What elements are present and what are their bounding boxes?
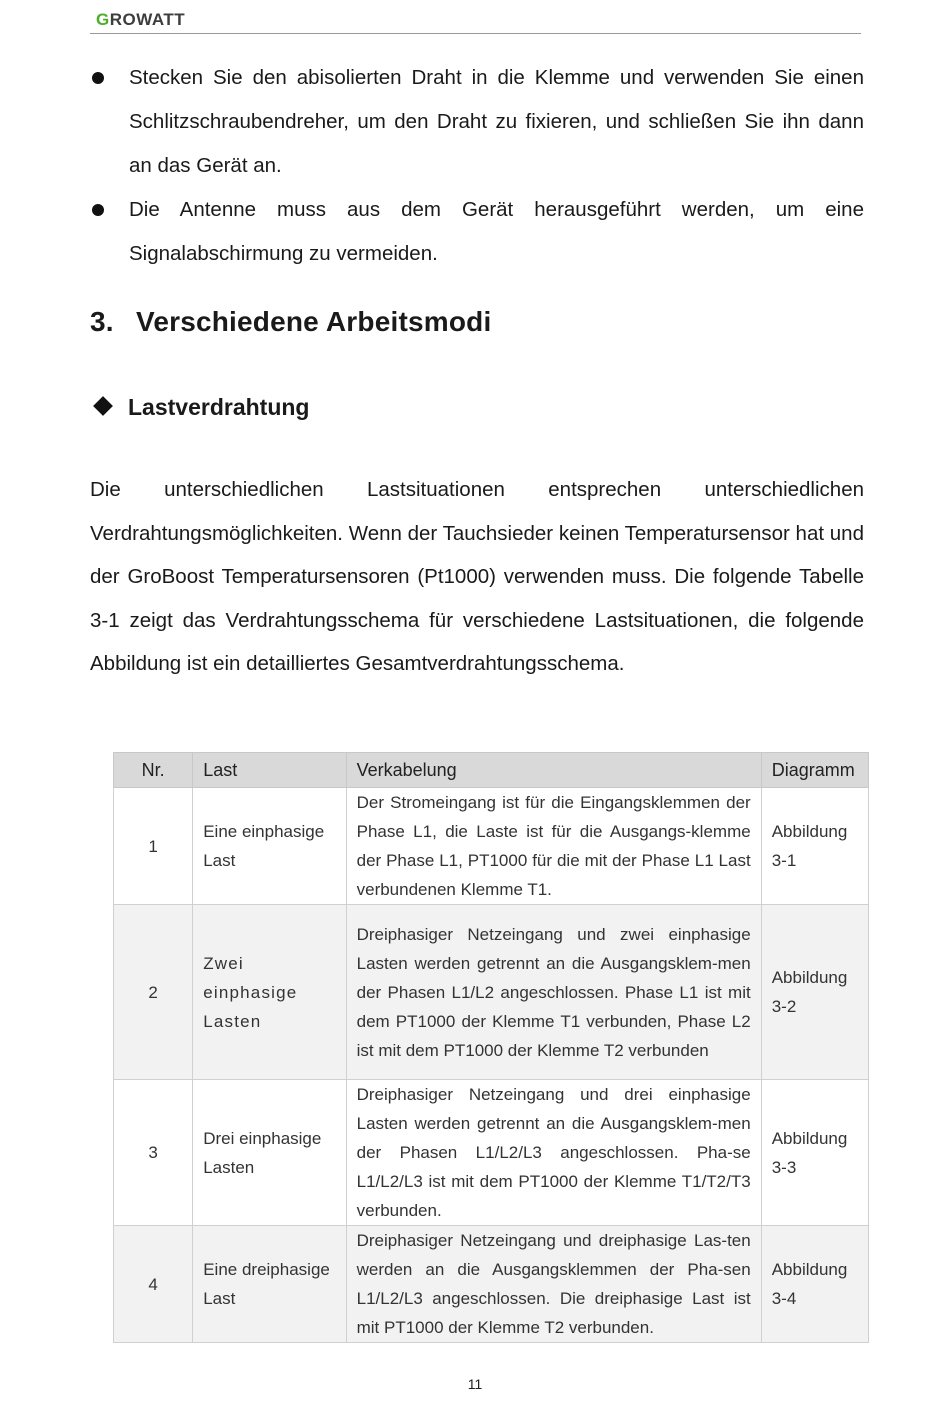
cell-nr: 2	[114, 905, 193, 1080]
table-row	[114, 1226, 869, 1343]
page-number: 11	[467, 1376, 483, 1392]
bullet-item: Stecken Sie den abisolierten Draht in die Klemme und verwenden Sie einen Schlitzschraubendreher, um den Draht zu fixieren, und schließen Sie ihn dann an das Gerät an.	[90, 56, 864, 188]
table-row	[114, 905, 869, 1080]
cell-verkabelung: Dreiphasiger Netzeingang und drei einphasige Lasten werden getrennt an die Ausgangsklem-men der Phasen L1/L2/L3 angeschlossen. Pha-se L1/L2/L3 ist mit dem PT1000 der Klemme T1/T2/T3 verbunden.	[346, 1080, 761, 1226]
table-header-row	[114, 753, 869, 788]
cell-nr: 3	[114, 1080, 193, 1226]
bullet-dot-icon	[92, 72, 104, 84]
section-title: Verschiedene Arbeitsmodi	[136, 306, 492, 337]
cell-verkabelung: Dreiphasiger Netzeingang und zwei einphasige Lasten werden getrennt an die Ausgangsklem-men der Phasen L1/L2 angeschlossen. Phase L1 ist mit dem PT1000 der Klemme T1 verbunden, Phase L2 ist mit dem PT1000 der Klemme T2 verbunden	[346, 905, 761, 1080]
cell-last: Zwei einphasige Lasten	[193, 905, 346, 1080]
bullet-item: Die Antenne muss aus dem Gerät herausgeführt werden, um eine Signalabschirmung zu vermeiden.	[90, 188, 864, 276]
body-paragraph: Die unterschiedlichen Lastsituationen entsprechen unterschiedlichen Verdrahtungsmöglichkeiten. Wenn der Tauchsieder keinen Temperatursensor hat und der GroBoost Temperatursensoren (Pt1000) verwenden muss. Die folgende Tabelle 3-1 zeigt das Verdrahtungsschema für verschiedene Lastsituationen, die folgende Abbildung ist ein detailliertes Gesamtverdrahtungsschema.	[90, 478, 864, 676]
cell-nr: 4	[114, 1226, 193, 1343]
cell-diagramm: Abbildung 3-1	[761, 788, 868, 905]
cell-verkabelung: Dreiphasiger Netzeingang und dreiphasige Las-ten werden an die Ausgangsklemmen der Pha-sen L1/L2/L3 angeschlossen. Die dreiphasige Last ist mit PT1000 der Klemme T2 verbunden.	[346, 1226, 761, 1343]
cell-verkabelung: Der Stromeingang ist für die Eingangsklemmen der Phase L1, die Laste ist für die Ausgangs-klemme der Phase L1, PT1000 für die mit der Phase L1 Last verbundenen Klemme T1.	[346, 788, 761, 905]
cell-diagramm: Abbildung 3-3	[761, 1080, 868, 1226]
cell-nr: 1	[114, 788, 193, 905]
subsection-title: Lastverdrahtung	[128, 394, 310, 420]
section-number: 3.	[90, 306, 114, 337]
table-row	[114, 788, 869, 905]
column-header-verkabelung: Verkabelung	[346, 753, 761, 788]
cell-last: Drei einphasige Lasten	[193, 1080, 346, 1226]
cell-last: Eine dreiphasige Last	[193, 1226, 346, 1343]
bullet-list	[90, 56, 864, 276]
diamond-bullet-icon	[93, 396, 113, 416]
cell-last: Eine einphasige Last	[193, 788, 346, 905]
column-header-diagramm: Diagramm	[761, 753, 868, 788]
cell-diagramm: Abbildung 3-2	[761, 905, 868, 1080]
wiring-table	[113, 752, 869, 1343]
bullet-dot-icon	[92, 204, 104, 216]
page-header	[90, 6, 861, 34]
table-row	[114, 1080, 869, 1226]
column-header-last: Last	[193, 753, 346, 788]
subsection-heading	[92, 394, 309, 421]
section-heading	[90, 306, 491, 338]
column-header-nr: Nr.	[114, 753, 193, 788]
cell-diagramm: Abbildung 3-4	[761, 1226, 868, 1343]
growatt-logo: GROWATT	[96, 10, 186, 29]
